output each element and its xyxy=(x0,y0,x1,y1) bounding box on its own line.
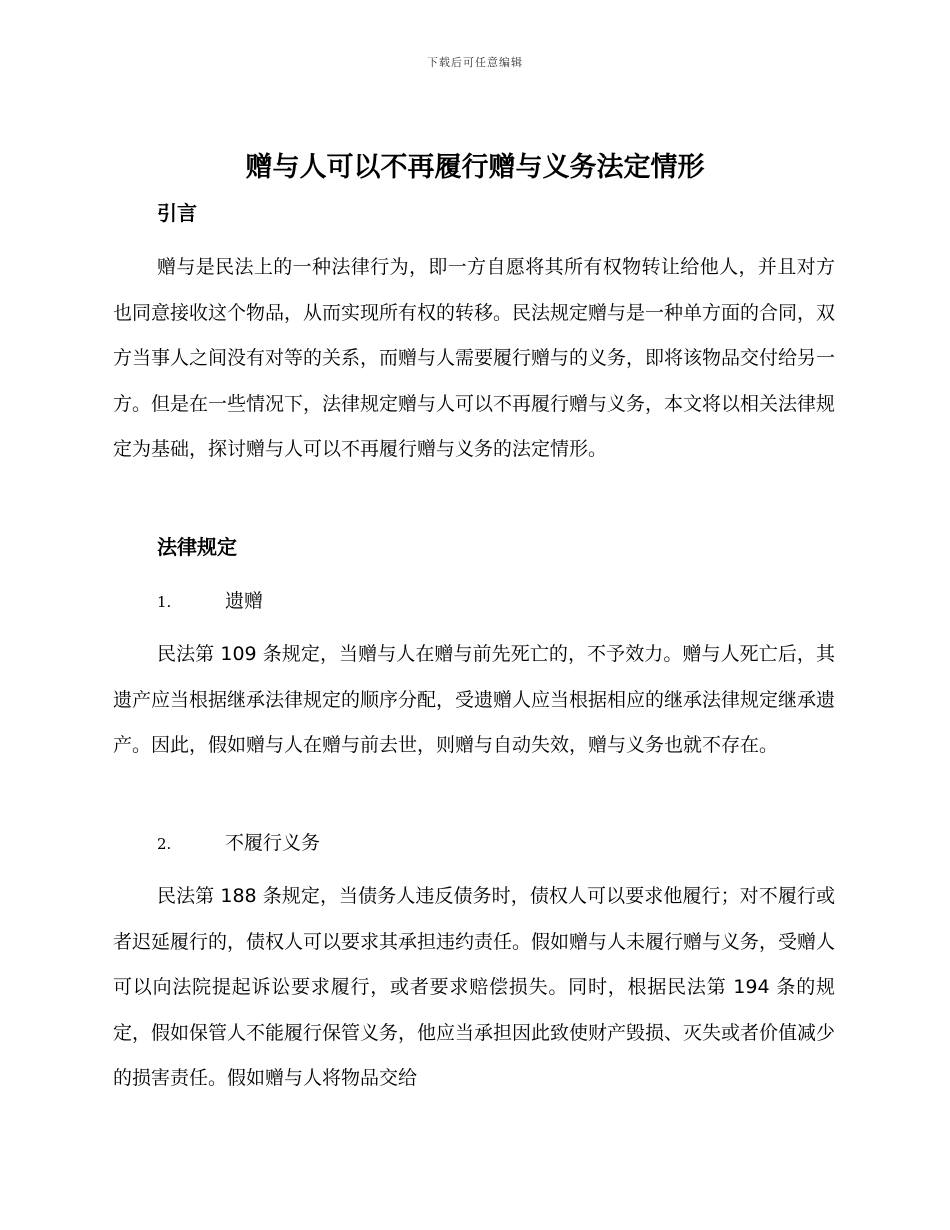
list-item-number: 2. xyxy=(157,835,172,853)
non-performance-paragraph: 民法第 188 条规定，当债务人违反债务时，债权人可以要求他履行；对不履行或者迟延履行的，债权人可以要求其承担违约责任。假如赠与人未履行赠与义务，受赠人可以向法院提起诉讼要求履行，或者要求赔偿损失。同时，根据民法第 194 条的规定，假如保管人不能履行保管义务，他应当承担因此致使财产毁损、灭失或者价值减少的损害责任。假如赠与人将物品交给 xyxy=(113,885,836,1090)
intro-paragraph: 赠与是民法上的一种法律行为，即一方自愿将其所有权物转让给他人，并且对方也同意接收这个物品，从而实现所有权的转移。民法规定赠与是一种单方面的合同，双方当事人之间没有对等的关系，而赠与人需要履行赠与的义务，即将该物品交付给另一方。但是在一些情况下，法律规定赠与人可以不再履行赠与义务，本文将以相关法律规定为基础，探讨赠与人可以不再履行赠与义务的法定情形。 xyxy=(113,256,836,461)
intro-heading: 引言 xyxy=(157,201,197,225)
document-title: 赠与人可以不再履行赠与义务法定情形 xyxy=(245,152,705,183)
list-item-bequest xyxy=(157,587,263,616)
list-item-number: 1. xyxy=(157,593,172,611)
bequest-paragraph: 民法第 109 条规定，当赠与人在赠与前先死亡的，不予效力。赠与人死亡后，其遗产应当根据继承法律规定的顺序分配，受遗赠人应当根据相应的继承法律规定继承遗产。因此，假如赠与人在赠与前去世，则赠与自动失效，赠与义务也就不存在。 xyxy=(113,643,836,757)
list-item-non-performance xyxy=(157,829,320,858)
list-item-label: 不履行义务 xyxy=(225,832,321,854)
law-heading: 法律规定 xyxy=(157,535,237,559)
page-header-note: 下载后可任意编辑 xyxy=(427,56,523,69)
list-item-label: 遗赠 xyxy=(225,590,264,612)
